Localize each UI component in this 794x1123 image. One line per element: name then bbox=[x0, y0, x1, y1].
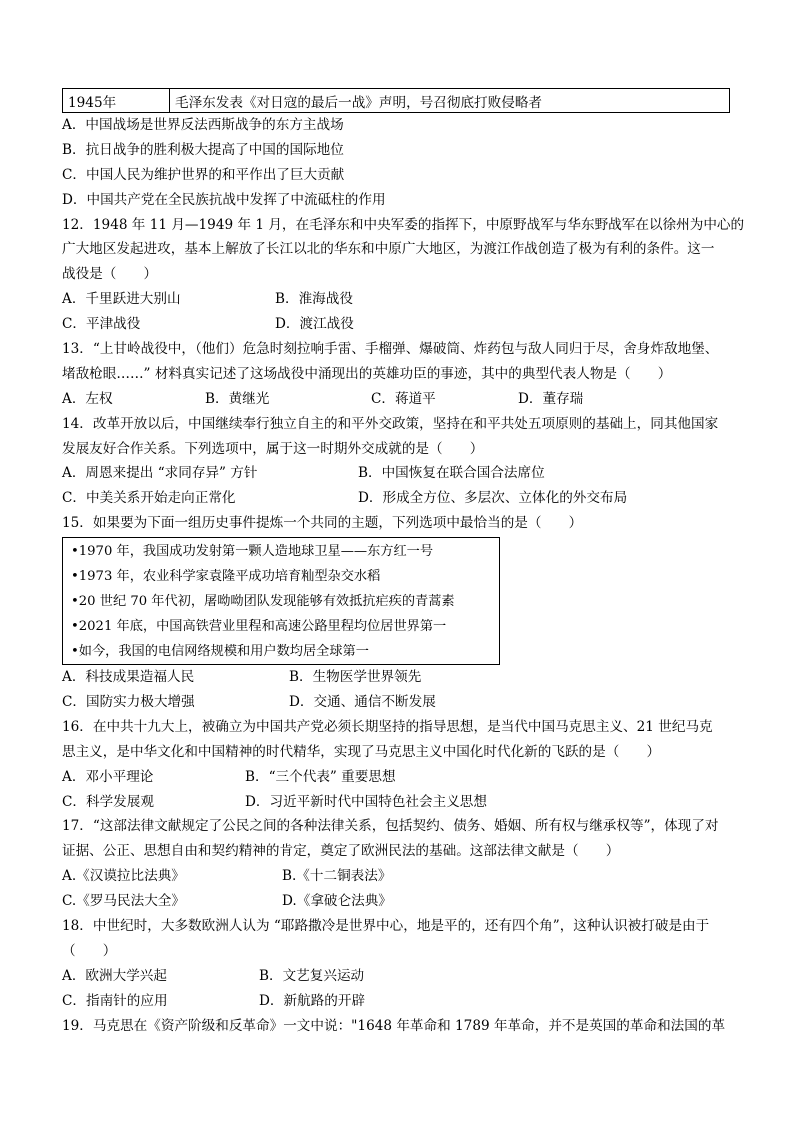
option-c[interactable]: C．中国人民为维护世界的和平作出了巨大贡献 bbox=[62, 166, 345, 183]
option-b[interactable]: B．文艺复兴运动 bbox=[259, 967, 365, 984]
question-text: 16．在中共十九大上，被确立为中国共产党必须长期坚持的指导思想，是当代中国马克思主义、21 世纪马克 bbox=[62, 718, 713, 735]
event-list-box bbox=[62, 537, 500, 665]
table-event-cell: 毛泽东发表《对日寇的最后一战》声明，号召彻底打败侵略者 bbox=[170, 89, 730, 113]
question-15 bbox=[62, 511, 742, 715]
question-17 bbox=[62, 814, 742, 914]
option-a[interactable]: A．左权 bbox=[62, 390, 113, 407]
question-text: 12．1948 年 11 月—1949 年 1 月，在毛泽东和中央军委的指挥下，中原野战军与华东野战军在以徐州为中心的 bbox=[62, 216, 745, 233]
option-d[interactable]: D．中国共产党在全民族抗战中发挥了中流砥柱的作用 bbox=[62, 191, 386, 208]
question-text: 发展友好合作关系。下列选项中，属于这一时期外交成就的是（ ） bbox=[62, 440, 484, 457]
option-d[interactable]: D．新航路的开辟 bbox=[259, 992, 366, 1009]
option-d[interactable]: D．交通、通信不断发展 bbox=[289, 694, 436, 711]
option-c[interactable]: C．平津战役 bbox=[62, 316, 141, 333]
option-c[interactable]: C．中美关系开始走向正常化 bbox=[62, 490, 236, 507]
list-item: •1973 年，农业科学家袁隆平成功培育籼型杂交水稻 bbox=[71, 569, 381, 585]
question-text: 19．马克思在《资产阶级和反革命》一文中说："1648 年革命和 1789 年革命，并不是英国的革命和法国的革 bbox=[62, 1017, 726, 1034]
question-13 bbox=[62, 337, 742, 412]
option-a[interactable]: A．科技成果造福人民 bbox=[62, 669, 195, 686]
question-text: 18．中世纪时，大多数欧洲人认为 “耶路撒冷是世界中心，地是平的，还有四个角”，这种认识被打破是由于 bbox=[62, 918, 710, 935]
question-18 bbox=[62, 914, 742, 1014]
option-c[interactable]: C．科学发展观 bbox=[62, 793, 154, 810]
option-d[interactable]: D．形成全方位、多层次、立体化的外交布局 bbox=[358, 490, 628, 507]
question-text: 广大地区发起进攻，基本上解放了长江以北的华东和中原广大地区，为渡江作战创造了极为有利的条件。这一 bbox=[62, 241, 715, 258]
question-12 bbox=[62, 213, 745, 337]
question-text: 思主义，是中华文化和中国精神的时代精华，实现了马克思主义中国化时代化新的飞跃的是（ ） bbox=[62, 743, 661, 760]
option-d[interactable]: D．习近平新时代中国特色社会主义思想 bbox=[245, 793, 487, 810]
option-b[interactable]: B．“三个代表” 重要思想 bbox=[245, 768, 396, 785]
table-row bbox=[63, 89, 730, 113]
question-16 bbox=[62, 715, 742, 815]
list-item: •1970 年，我国成功发射第一颗人造地球卫星——东方红一号 bbox=[71, 544, 434, 560]
question-text: （ ） bbox=[62, 942, 117, 959]
option-c[interactable]: C．国防实力极大增强 bbox=[62, 694, 195, 711]
option-a[interactable]: A．周恩来提出 “求同存异” 方针 bbox=[62, 465, 258, 482]
table-year-cell: 1945年 bbox=[63, 89, 170, 113]
option-b[interactable]: B.《十二铜表法》 bbox=[282, 868, 392, 885]
option-a[interactable]: A．邓小平理论 bbox=[62, 768, 154, 785]
event-table bbox=[62, 88, 730, 113]
question-text: 14．改革开放以后，中国继续奉行独立自主的和平外交政策，坚持在和平共处五项原则的基础上，同其他国家 bbox=[62, 415, 719, 432]
option-a[interactable]: A．中国战场是世界反法西斯战争的东方主战场 bbox=[62, 117, 344, 133]
option-b[interactable]: B．抗日战争的胜利极大提高了中国的国际地位 bbox=[62, 141, 344, 158]
exam-page bbox=[62, 88, 745, 1039]
option-c[interactable]: C．蒋道平 bbox=[371, 390, 436, 407]
list-item: •2021 年底，中国高铁营业里程和高速公路里程均位居世界第一 bbox=[71, 619, 447, 635]
option-a[interactable]: A．千里跃进大别山 bbox=[62, 291, 181, 308]
question-19 bbox=[62, 1014, 742, 1039]
question-text: 13．“上甘岭战役中，（他们）危急时刻拉响手雷、手榴弹、爆破筒、炸药包与敌人同归于尽，舍身炸敌地堡、 bbox=[62, 341, 719, 358]
question-14 bbox=[62, 412, 742, 512]
question-text: 战役是（ ） bbox=[62, 266, 158, 283]
option-a[interactable]: A．欧洲大学兴起 bbox=[62, 967, 167, 984]
option-c[interactable]: C.《罗马民法大全》 bbox=[62, 893, 185, 910]
option-b[interactable]: B．中国恢复在联合国合法席位 bbox=[358, 465, 545, 482]
option-b[interactable]: B．淮海战役 bbox=[275, 291, 353, 308]
option-a[interactable]: A.《汉谟拉比法典》 bbox=[62, 868, 185, 885]
option-c[interactable]: C．指南针的应用 bbox=[62, 992, 168, 1009]
option-b[interactable]: B．生物医学世界领先 bbox=[289, 669, 422, 686]
option-d[interactable]: D.《拿破仑法典》 bbox=[282, 893, 392, 910]
question-text: 堵敌枪眼……” 材料真实记述了这场战役中涌现出的英雄功臣的事迹，其中的典型代表人物是（ ） bbox=[62, 365, 672, 382]
q11-options bbox=[62, 113, 742, 213]
question-text: 17．“这部法律文献规定了公民之间的各种法律关系，包括契约、债务、婚姻、所有权与继承权等”，体现了对 bbox=[62, 818, 719, 835]
option-b[interactable]: B．黄继光 bbox=[205, 390, 270, 407]
list-item: •如今，我国的电信网络规模和用户数均居全球第一 bbox=[71, 644, 369, 660]
list-item: •20 世纪 70 年代初，屠呦呦团队发现能够有效抵抗疟疾的青蒿素 bbox=[71, 594, 455, 610]
option-d[interactable]: D．董存瑞 bbox=[518, 390, 584, 407]
option-d[interactable]: D．渡江战役 bbox=[275, 316, 354, 333]
question-text: 15．如果要为下面一组历史事件提炼一个共同的主题，下列选项中最恰当的是（ ） bbox=[62, 515, 583, 532]
question-text: 证据、公正、思想自由和契约精神的肯定，奠定了欧洲民法的基础。这部法律文献是（ ） bbox=[62, 843, 620, 860]
